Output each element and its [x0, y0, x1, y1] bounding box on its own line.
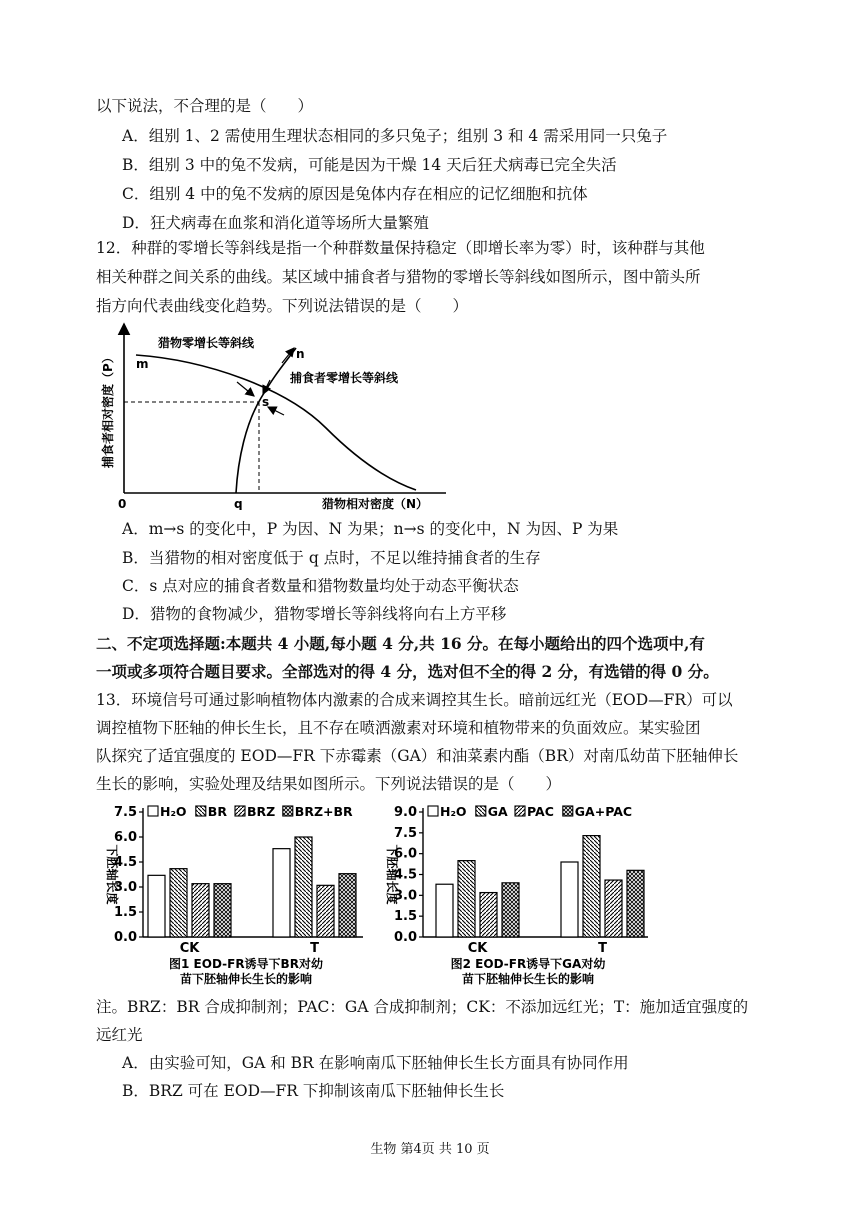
- bar-PAC-CK: [480, 893, 497, 937]
- legend-label: GA: [487, 804, 508, 819]
- bar-BRZ-T: [317, 885, 334, 937]
- legend-label: BRZ+BR: [294, 804, 353, 819]
- x-axis-label: 猎物相对密度（N）: [322, 497, 429, 510]
- bar-H₂O-T: [273, 849, 290, 937]
- q12-option-c: C．s 点对应的捕食者数量和猎物数量均处于动态平衡状态: [122, 577, 519, 595]
- arrow-right-s: [268, 407, 284, 415]
- y-tick-label: 6.0: [113, 830, 137, 845]
- page-footer: 生物 第4页 共 10 页: [370, 1142, 490, 1157]
- legend-label: H₂O: [160, 804, 187, 819]
- y-tick-label: 1.5: [393, 909, 417, 925]
- figure-caption: 苗下胚轴伸长生长的影响: [179, 972, 313, 986]
- legend-label: H₂O: [440, 804, 467, 819]
- section2-heading: 一项或多项符合题目要求。全部选对的得 4 分，选对但不全的得 2 分，有选错的得 0 分。: [96, 662, 719, 681]
- y-tick-label: 3.0: [113, 880, 137, 895]
- arrow-m-s: [237, 382, 254, 396]
- figure-caption: 图2 EOD-FR诱导下GA对幼: [450, 957, 606, 971]
- bar-GA+PAC-CK: [502, 883, 519, 937]
- legend-label: BR: [207, 804, 227, 819]
- bar-BR-T: [295, 837, 312, 937]
- legend-label: BRZ: [247, 804, 276, 819]
- legend-swatch: [563, 806, 573, 816]
- y-tick-label: 3.0: [393, 888, 417, 904]
- point-m-label: m: [136, 357, 149, 371]
- x-category-label: T: [310, 941, 319, 956]
- bar-H₂O-CK: [148, 875, 165, 937]
- y-tick-label: 6.0: [393, 846, 417, 862]
- section2-heading: 二、不定项选择题:本题共 4 小题,每小题 4 分,共 16 分。在每小题给出的四个选项中,有: [96, 634, 705, 653]
- legend-swatch: [148, 806, 158, 816]
- q13-stem-line: 队探究了适宜强度的 EOD—FR 下赤霉素（GA）和油菜素内酯（BR）对南瓜幼苗下胚轴伸长: [96, 747, 739, 765]
- bar-GA+PAC-T: [627, 870, 644, 937]
- q11-stem: 以下说法，不合理的是（ ）: [96, 97, 314, 115]
- legend-swatch: [235, 806, 245, 816]
- point-n-label: n: [296, 347, 305, 361]
- q12-option-a: A．m→s 的变化中，P 为因、N 为果；n→s 的变化中，N 为因、P 为果: [122, 520, 619, 538]
- y-tick-label: 7.5: [393, 825, 417, 841]
- y-axis-label: 下胚轴长度: [385, 844, 399, 905]
- bar-BRZ-CK: [192, 884, 209, 937]
- bar-GA-T: [583, 836, 600, 937]
- q11-option-a: A．组别 1、2 需使用生理状态相同的多只兔子；组别 3 和 4 需采用同一只兔子: [122, 127, 668, 145]
- y-tick-label: 7.5: [113, 805, 137, 820]
- bar-GA-CK: [458, 861, 475, 937]
- bar-BRZ+BR-T: [339, 874, 356, 937]
- y-tick-label: 0.0: [393, 930, 417, 945]
- bar-H₂O-T: [561, 862, 578, 937]
- q12-stem-line: 12．种群的零增长等斜线是指一个种群数量保持稳定（即增长率为零）时，该种群与其他: [96, 239, 705, 257]
- q13-stem-line: 生长的影响，实验处理及结果如图所示。下列说法错误的是（ ）: [96, 775, 562, 793]
- y-tick-label: 4.5: [113, 855, 137, 870]
- origin-label: 0: [118, 497, 127, 510]
- predator-curve-label: 捕食者零增长等斜线: [290, 371, 399, 385]
- q13-option-b: B．BRZ 可在 EOD—FR 下抑制该南瓜下胚轴伸长生长: [122, 1082, 505, 1100]
- q13-option-a: A．由实验可知，GA 和 BR 在影响南瓜下胚轴伸长生长方面具有协同作用: [122, 1054, 629, 1072]
- bar-BRZ+BR-CK: [214, 884, 231, 937]
- x-category-label: CK: [467, 941, 488, 956]
- q11-option-c: C．组别 4 中的兔不发病的原因是兔体内存在相应的记忆细胞和抗体: [122, 185, 588, 203]
- q13-note-line: 注。BRZ：BR 合成抑制剂；PAC：GA 合成抑制剂；CK：不添加远红光；T：施加适宜强度的: [96, 998, 749, 1016]
- legend-label: PAC: [527, 804, 554, 819]
- legend-swatch: [476, 806, 486, 816]
- figure-caption: 图1 EOD-FR诱导下BR对幼: [169, 957, 323, 971]
- y-tick-label: 9.0: [393, 805, 417, 820]
- bar-BR-CK: [170, 869, 187, 937]
- arrow-n-upper: [282, 348, 294, 363]
- q12-stem-line: 指方向代表曲线变化趋势。下列说法错误的是（ ）: [96, 297, 469, 315]
- q13-note-line: 远红光: [96, 1026, 143, 1044]
- point-s-label: s: [262, 395, 270, 409]
- q11-option-b: B．组别 3 中的兔不发病，可能是因为干燥 14 天后狂犬病毒已完全失活: [122, 156, 617, 174]
- predator-isocline: [236, 348, 296, 493]
- bar-H₂O-CK: [436, 884, 453, 937]
- q12-option-d: D．猎物的食物减少，猎物零增长等斜线将向右上方平移: [122, 605, 507, 623]
- y-tick-label: 0.0: [113, 930, 137, 945]
- x-category-label: CK: [179, 941, 200, 956]
- figure2-bar-chart: [378, 800, 668, 992]
- isocline-graph: [96, 318, 456, 510]
- q11-option-d: D．狂犬病毒在血浆和消化道等场所大量繁殖: [122, 214, 429, 232]
- legend-swatch: [428, 806, 438, 816]
- legend-swatch: [196, 806, 206, 816]
- point-q-label: q: [234, 497, 243, 510]
- q13-stem-line: 调控植物下胚轴的伸长生长，且不存在喷洒激素对环境和植物带来的负面效应。某实验团: [96, 719, 701, 737]
- q13-stem-line: 13．环境信号可通过影响植物体内激素的合成来调控其生长。暗前远红光（EOD—FR）可以: [96, 691, 733, 709]
- q12-stem-line: 相关种群之间关系的曲线。某区域中捕食者与猎物的零增长等斜线如图所示，图中箭头所: [96, 268, 701, 286]
- y-axis-label: 下胚轴长度: [105, 844, 119, 905]
- figure1-bar-chart: [98, 800, 378, 992]
- figure-caption: 苗下胚轴伸长生长的影响: [461, 972, 595, 986]
- y-tick-label: 1.5: [113, 905, 137, 920]
- legend-swatch: [283, 806, 293, 816]
- q12-option-b: B．当猎物的相对密度低于 q 点时，不足以维持捕食者的生存: [122, 549, 541, 567]
- y-tick-label: 4.5: [393, 867, 417, 883]
- bar-PAC-T: [605, 880, 622, 937]
- x-category-label: T: [598, 941, 607, 956]
- legend-label: GA+PAC: [574, 804, 633, 819]
- prey-curve-label: 猎物零增长等斜线: [158, 336, 255, 350]
- legend-swatch: [515, 806, 525, 816]
- y-axis-label: 捕食者相对密度（P）: [101, 351, 115, 468]
